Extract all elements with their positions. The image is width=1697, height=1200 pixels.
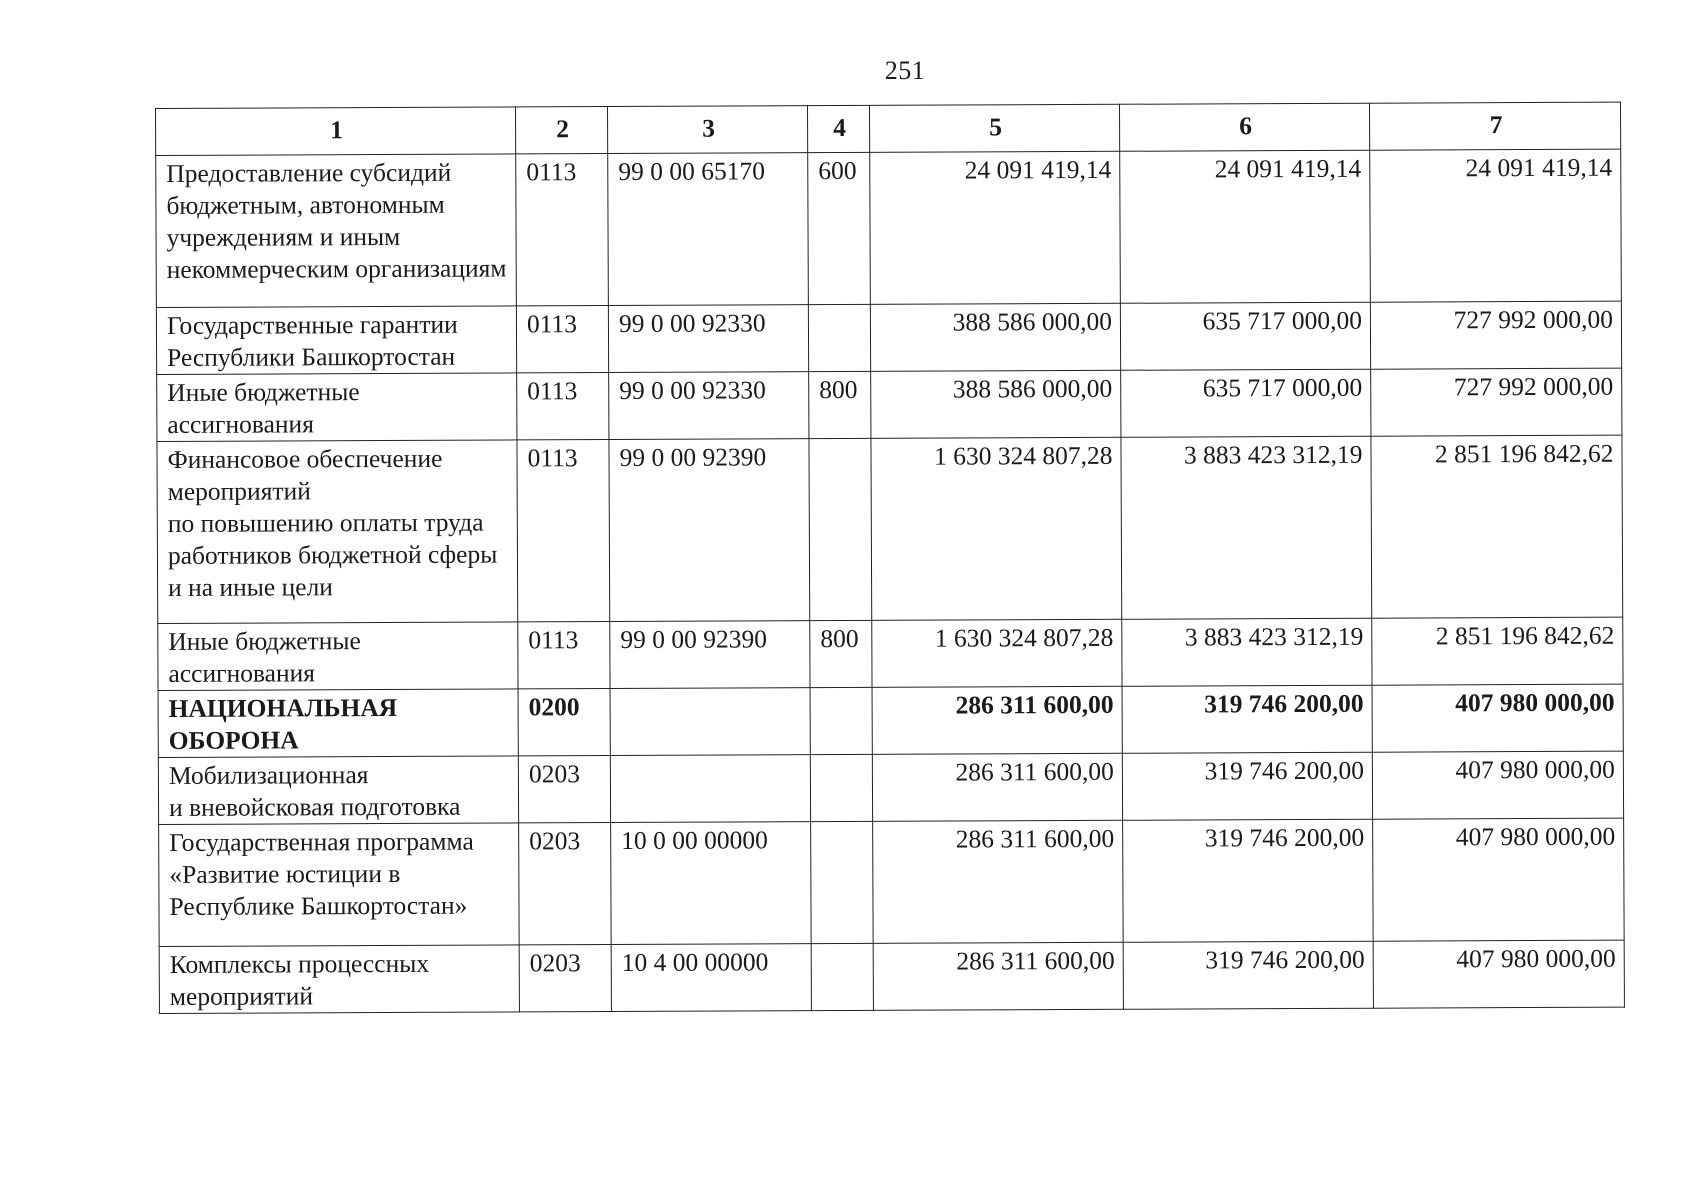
amount-year1-cell: 286 311 600,00 bbox=[873, 820, 1124, 943]
expense-type-cell bbox=[810, 687, 872, 754]
table-row bbox=[159, 818, 1625, 946]
target-article-cell: 10 4 00 00000 bbox=[611, 944, 811, 1012]
amount-year3-cell: 407 980 000,00 bbox=[1372, 751, 1623, 819]
column-header-5: 5 bbox=[869, 104, 1119, 152]
amount-year2-cell: 635 717 000,00 bbox=[1120, 302, 1370, 370]
amount-year2-cell: 319 746 200,00 bbox=[1123, 941, 1373, 1009]
amount-year1-cell: 1 630 324 807,28 bbox=[871, 437, 1122, 620]
page-number: 251 bbox=[884, 56, 926, 85]
section-code-cell: 0113 bbox=[516, 154, 609, 306]
expense-type-cell: 800 bbox=[809, 371, 871, 438]
table-row bbox=[158, 751, 1623, 824]
section-code-cell: 0113 bbox=[516, 306, 608, 373]
section-code-cell: 0113 bbox=[518, 622, 610, 689]
target-article-cell bbox=[610, 688, 810, 756]
expense-type-cell bbox=[810, 754, 872, 821]
target-article-cell: 99 0 00 92390 bbox=[610, 621, 810, 689]
expense-type-cell bbox=[809, 438, 872, 620]
target-article-cell: 10 0 00 00000 bbox=[611, 822, 812, 945]
amount-year1-cell: 286 311 600,00 bbox=[872, 753, 1122, 821]
amount-year3-cell: 727 992 000,00 bbox=[1370, 301, 1621, 369]
row-name-cell: Государственная программа «Развитие юстиции в Республике Башкортостан» bbox=[159, 823, 520, 947]
section-code-cell: 0200 bbox=[518, 689, 610, 756]
section-code-cell: 0203 bbox=[519, 823, 612, 945]
table-body bbox=[156, 149, 1625, 1013]
target-article-cell: 99 0 00 92390 bbox=[609, 439, 810, 622]
amount-year2-cell: 319 746 200,00 bbox=[1122, 752, 1372, 820]
amount-year3-cell: 407 980 000,00 bbox=[1372, 684, 1623, 752]
expense-type-cell bbox=[808, 304, 870, 371]
row-name-cell: Комплексы процессных мероприятий bbox=[159, 945, 519, 1014]
amount-year1-cell: 286 311 600,00 bbox=[872, 686, 1122, 754]
amount-year2-cell: 319 746 200,00 bbox=[1123, 819, 1374, 942]
amount-year3-cell: 407 980 000,00 bbox=[1373, 818, 1625, 941]
amount-year1-cell: 1 630 324 807,28 bbox=[872, 619, 1122, 687]
table-row bbox=[157, 435, 1623, 623]
expense-type-cell: 600 bbox=[808, 152, 871, 304]
expense-type-cell bbox=[811, 821, 874, 943]
amount-year2-cell: 24 091 419,14 bbox=[1120, 150, 1371, 303]
row-name-cell: Мобилизационная и вневойсковая подготовка bbox=[158, 756, 518, 825]
section-code-cell: 0113 bbox=[517, 440, 610, 622]
column-header-7: 7 bbox=[1369, 102, 1620, 150]
amount-year1-cell: 388 586 000,00 bbox=[871, 370, 1121, 438]
table-row bbox=[159, 940, 1624, 1013]
row-name-cell: Финансовое обеспечение мероприятий по повышению оплаты труда работников бюджетной сферы и на иные цели bbox=[157, 440, 518, 624]
amount-year1-cell: 24 091 419,14 bbox=[870, 151, 1121, 304]
column-header-6: 6 bbox=[1119, 103, 1369, 151]
amount-year3-cell: 727 992 000,00 bbox=[1371, 368, 1622, 436]
amount-year3-cell: 2 851 196 842,62 bbox=[1371, 435, 1623, 618]
section-code-cell: 0203 bbox=[519, 945, 611, 1012]
amount-year2-cell: 319 746 200,00 bbox=[1122, 685, 1372, 753]
amount-year1-cell: 286 311 600,00 bbox=[873, 942, 1123, 1010]
target-article-cell bbox=[610, 755, 810, 823]
expense-type-cell bbox=[811, 943, 873, 1010]
table-row bbox=[156, 301, 1621, 374]
target-article-cell: 99 0 00 92330 bbox=[609, 372, 809, 440]
column-header-1: 1 bbox=[156, 107, 516, 156]
row-name-cell: НАЦИОНАЛЬНАЯ ОБОРОНА bbox=[158, 689, 518, 758]
column-header-2: 2 bbox=[515, 107, 607, 154]
amount-year3-cell: 24 091 419,14 bbox=[1370, 149, 1622, 302]
row-name-cell: Предоставление субсидий бюджетным, автономным учреждениям и иным некоммерческим организациям bbox=[156, 154, 517, 308]
amount-year2-cell: 3 883 423 312,19 bbox=[1121, 436, 1372, 619]
header-row bbox=[156, 102, 1621, 155]
budget-table bbox=[155, 102, 1625, 1014]
column-header-3: 3 bbox=[607, 106, 807, 154]
target-article-cell: 99 0 00 65170 bbox=[608, 153, 809, 306]
amount-year2-cell: 635 717 000,00 bbox=[1121, 369, 1371, 437]
table-row bbox=[156, 149, 1622, 307]
amount-year1-cell: 388 586 000,00 bbox=[870, 303, 1120, 371]
amount-year3-cell: 407 980 000,00 bbox=[1373, 940, 1624, 1008]
row-name-cell: Иные бюджетные ассигнования bbox=[157, 373, 517, 442]
amount-year3-cell: 2 851 196 842,62 bbox=[1372, 617, 1623, 685]
table-row bbox=[158, 617, 1623, 690]
expense-type-cell: 800 bbox=[810, 620, 872, 687]
row-name-cell: Государственные гарантии Республики Башкортостан bbox=[156, 306, 516, 375]
target-article-cell: 99 0 00 92330 bbox=[608, 305, 808, 373]
row-name-cell: Иные бюджетные ассигнования bbox=[158, 622, 518, 691]
section-code-cell: 0113 bbox=[517, 373, 609, 440]
column-header-4: 4 bbox=[807, 105, 869, 152]
table-row bbox=[157, 368, 1622, 441]
amount-year2-cell: 3 883 423 312,19 bbox=[1122, 618, 1372, 686]
section-code-cell: 0203 bbox=[518, 756, 610, 823]
table-row bbox=[158, 684, 1623, 757]
